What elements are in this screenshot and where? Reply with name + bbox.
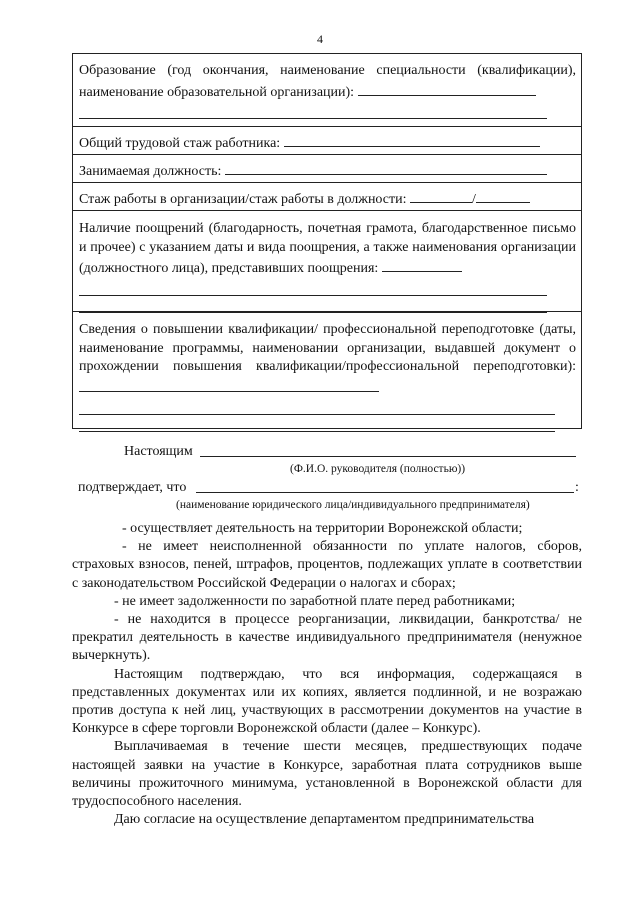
position-blank[interactable] — [225, 160, 547, 175]
qualification-cell — [73, 312, 581, 428]
qualification-blank-3[interactable] — [79, 418, 555, 432]
signature-label: Настоящим — [124, 444, 193, 459]
awards-blank-2[interactable] — [79, 282, 547, 296]
qualification-label: Сведения о повышении квалификации/ профессиональной переподготовке (даты, наименование программы, наименовании организации, выдавшей документ о прохождении повышения квалификации/профессиональной переподготовки): — [79, 322, 576, 374]
awards-cell — [73, 211, 581, 312]
total-experience-blank[interactable] — [284, 132, 540, 147]
entity-name-blank[interactable] — [196, 478, 574, 493]
paragraph: - не имеет неисполненной обязанности по уплате налогов, сборов, страховых взносов, пеней, штрафов, процентов, подлежащих уплате в соответствии с законодательством Российской Федерации о налогах и сборах; — [72, 539, 582, 591]
director-name-caption: (Ф.И.О. руководителя (полностью)) — [290, 463, 466, 475]
paragraph: Выплачиваемая в течение шести месяцев, предшествующих подаче настоящей заявки на участие в Конкурсе, заработная плата сотрудников выше величины прожиточного минимума, установленной в Воронежской области для трудоспособного населения. — [72, 739, 582, 810]
education-blank-2[interactable] — [79, 105, 547, 119]
position-cell — [73, 155, 581, 183]
page-number: 4 — [317, 32, 323, 46]
paragraph: Настоящим подтверждаю, что вся информация, содержащаяся в представленных документах или их копиях, является подлинной, и не возражаю против доступа к ней лиц, участвующих в рассмотрении документов на участие в Конкурсе в сфере торговли Воронежской области (далее – Конкурс). — [72, 666, 582, 737]
paragraph: - не имеет задолженности по заработной плате перед работниками; — [114, 593, 516, 609]
total-experience-cell — [73, 127, 581, 155]
paragraph: - не находится в процессе реорганизации, ликвидации, банкротства/ не прекратил деятельность в качестве индивидуального предпринимателя (ненужное вычеркнуть). — [72, 612, 582, 664]
education-blank[interactable] — [358, 81, 536, 96]
org-experience-separator: / — [472, 192, 476, 207]
position-label: Занимаемая должность: — [79, 164, 222, 179]
qualification-blank-2[interactable] — [79, 401, 555, 415]
paragraph: - осуществляет деятельность на территории Воронежской области; — [122, 521, 523, 536]
education-label: Образование (год окончания, наименование специальности (квалификации), наименование образовательной организации): — [79, 63, 576, 100]
education-cell — [73, 54, 581, 127]
paragraph: Даю согласие на осуществление департаментом предпринимательства — [114, 812, 535, 828]
qualification-blank[interactable] — [79, 377, 379, 392]
total-experience-label: Общий трудовой стаж работника: — [79, 136, 281, 151]
org-experience-label: Стаж работы в организации/стаж работы в должности: — [79, 192, 407, 207]
awards-blank[interactable] — [382, 257, 462, 272]
position-experience-blank[interactable] — [476, 188, 530, 203]
entity-name-caption: (наименование юридического лица/индивидуального предпринимателя) — [176, 499, 530, 511]
director-name-blank[interactable] — [200, 442, 576, 457]
org-experience-blank[interactable] — [410, 188, 472, 203]
awards-blank-3[interactable] — [79, 299, 547, 313]
org-experience-cell — [73, 183, 581, 211]
declaration-text — [72, 520, 582, 829]
awards-label: Наличие поощрений (благодарность, почетная грамота, благодарственное письмо и прочее) с указанием даты и вида поощрения, а также наименования организации (должностного лица), представивших поощрения: — [79, 221, 576, 276]
entity-end-mark: : — [575, 480, 579, 495]
confirms-label: подтверждает, что — [78, 480, 187, 495]
signature-block — [72, 442, 582, 514]
employee-info-table — [72, 53, 582, 429]
